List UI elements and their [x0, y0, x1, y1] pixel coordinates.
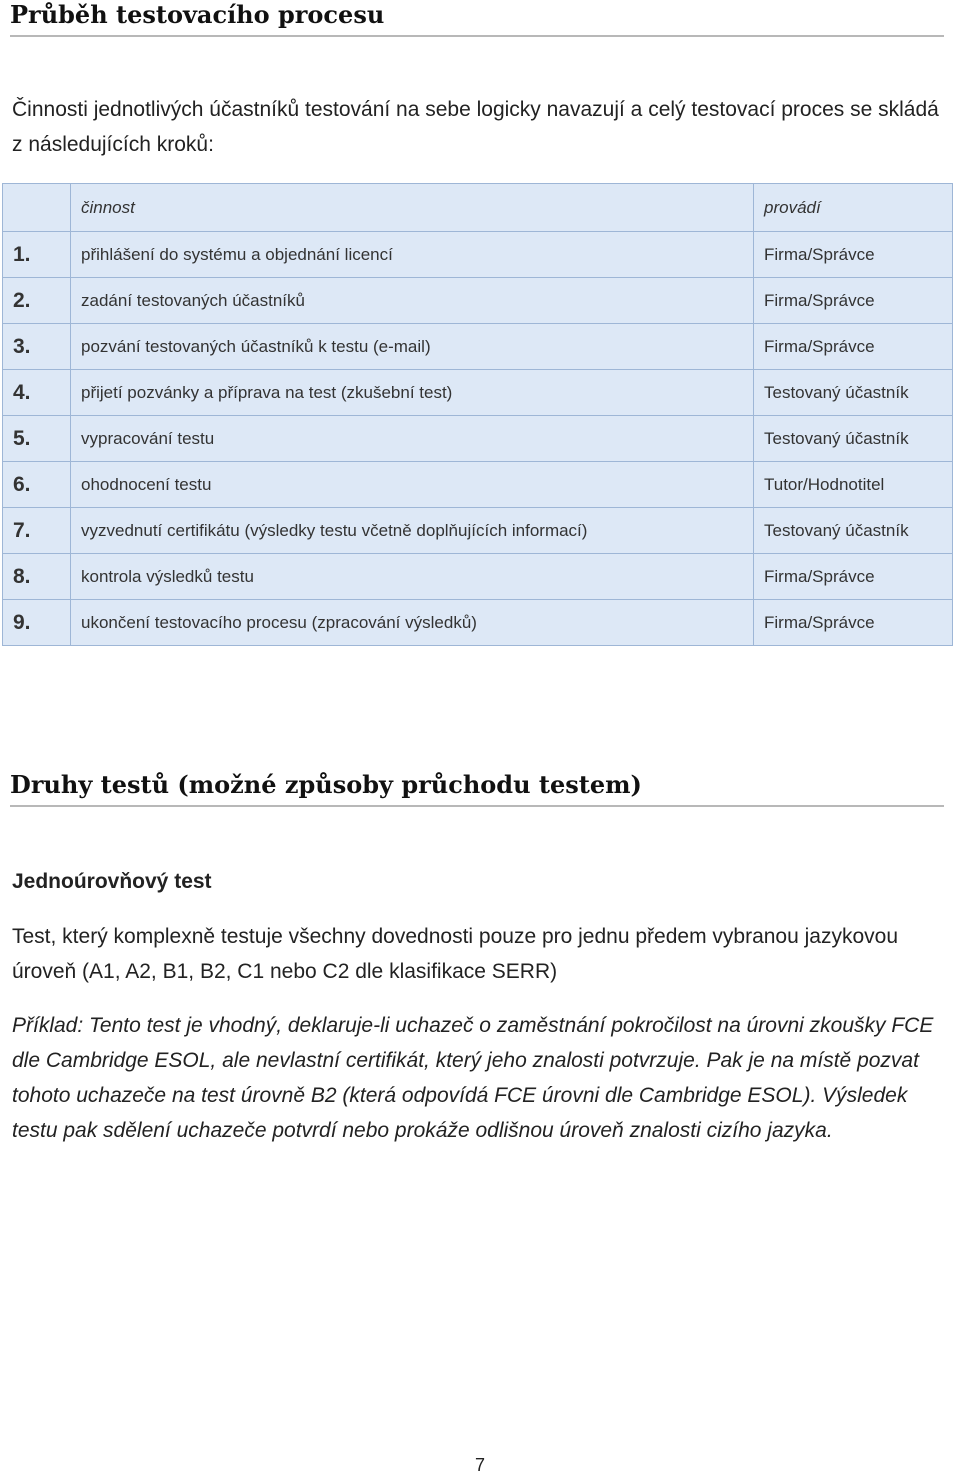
table-row — [3, 416, 953, 462]
step-number: 4. — [3, 370, 71, 416]
step-activity: pozvání testovaných účastníků k testu (e-mail) — [71, 324, 754, 370]
table-row — [3, 324, 953, 370]
table-row — [3, 600, 953, 646]
step-performer: Testovaný účastník — [754, 508, 953, 554]
step-number: 5. — [3, 416, 71, 462]
step-performer: Firma/Správce — [754, 278, 953, 324]
step-activity: přihlášení do systému a objednání licencí — [71, 232, 754, 278]
step-performer: Firma/Správce — [754, 232, 953, 278]
step-activity: ohodnocení testu — [71, 462, 754, 508]
process-steps-table — [2, 183, 953, 646]
step-number: 9. — [3, 600, 71, 646]
page-number: 7 — [474, 1455, 485, 1475]
step-performer: Firma/Správce — [754, 554, 953, 600]
step-performer: Firma/Správce — [754, 324, 953, 370]
step-performer: Testovaný účastník — [754, 416, 953, 462]
table-row — [3, 554, 953, 600]
step-performer: Testovaný účastník — [754, 370, 953, 416]
step-activity: zadání testovaných účastníků — [71, 278, 754, 324]
intro-paragraph: Činnosti jednotlivých účastníků testování na sebe logicky navazují a celý testovací proces se skládá z následujících kroků: — [12, 98, 939, 156]
step-number: 3. — [3, 324, 71, 370]
step-number: 8. — [3, 554, 71, 600]
table-row — [3, 508, 953, 554]
step-activity: ukončení testovacího procesu (zpracování výsledků) — [71, 600, 754, 646]
step-number: 7. — [3, 508, 71, 554]
example-paragraph: Příklad: Tento test je vhodný, deklaruje-li uchazeč o zaměstnání pokročilost na úrovni zkoušky FCE dle Cambridge ESOL, ale nevlastní certifikát, který jeho znalosti potvrzuje. Pak je na místě pozvat tohoto uchazeče na test úrovně B2 (která odpovídá FCE úrovni dle Cambridge ESOL). Výsledek testu pak sdělení uchazeče potvrdí nebo prokáže odlišnou úroveň znalosti cizího jazyka. — [12, 1014, 934, 1142]
table-header-row — [3, 184, 953, 232]
description-paragraph: Test, který komplexně testuje všechny dovednosti pouze pro jednu předem vybranou jazykovou úroveň (A1, A2, B1, B2, C1 nebo C2 dle klasifikace SERR) — [12, 925, 898, 983]
table-row — [3, 370, 953, 416]
section-heading-testing-process: Průběh testovacího procesu — [10, 0, 944, 37]
section-heading-test-types: Druhy testů (možné způsoby průchodu testem) — [10, 770, 944, 807]
table-row — [3, 462, 953, 508]
header-performer: provádí — [754, 184, 953, 232]
step-number: 1. — [3, 232, 71, 278]
step-activity: přijetí pozvánky a příprava na test (zkušební test) — [71, 370, 754, 416]
step-activity: vypracování testu — [71, 416, 754, 462]
step-performer: Firma/Správce — [754, 600, 953, 646]
table-row — [3, 278, 953, 324]
table-row — [3, 232, 953, 278]
header-number — [3, 184, 71, 232]
step-performer: Tutor/Hodnotitel — [754, 462, 953, 508]
header-activity: činnost — [71, 184, 754, 232]
step-activity: kontrola výsledků testu — [71, 554, 754, 600]
step-activity: vyzvednutí certifikátu (výsledky testu včetně doplňujících informací) — [71, 508, 754, 554]
subheading-single-level-test: Jednoúrovňový test — [12, 870, 212, 893]
step-number: 6. — [3, 462, 71, 508]
step-number: 2. — [3, 278, 71, 324]
